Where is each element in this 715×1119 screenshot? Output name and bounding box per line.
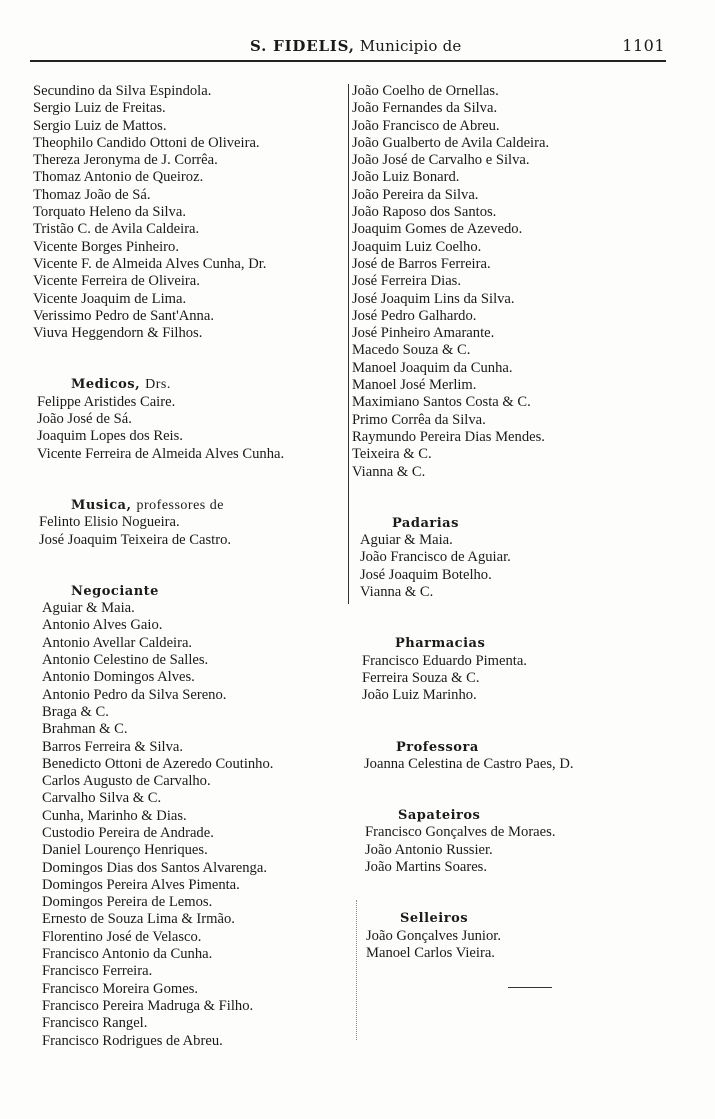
list-item: Francisco Ferreira. xyxy=(42,963,153,980)
page-number: 1101 xyxy=(622,36,665,55)
list-item: Raymundo Pereira Dias Mendes. xyxy=(352,428,545,445)
list-item: José Pinheiro Amarante. xyxy=(352,325,495,342)
list-item: João Pereira da Silva. xyxy=(352,186,479,203)
section-heading-pharmacias xyxy=(352,635,652,652)
list-item: Macedo Souza & C. xyxy=(352,342,471,359)
medicos-list xyxy=(33,394,349,463)
list-item: Manoel Carlos Vieira. xyxy=(366,944,495,961)
list-item: Domingos Pereira de Lemos. xyxy=(42,894,213,911)
list-item: João Martins Soares. xyxy=(365,858,488,875)
list-item: João Luiz Bonard. xyxy=(352,169,460,186)
heading-text: Medicos, xyxy=(71,377,141,393)
list-item: Felippe Aristides Caire. xyxy=(37,393,176,410)
list-item: Joaquim Gomes de Azevedo. xyxy=(352,221,523,238)
place-name: S. FIDELIS, xyxy=(250,37,355,55)
list-item: Francisco Rangel. xyxy=(42,1015,148,1032)
list-item: Sergio Luiz de Freitas. xyxy=(33,100,166,117)
list-item: Domingos Pereira Alves Pimenta. xyxy=(42,876,240,893)
list-item: Domingos Dias dos Santos Alvarenga. xyxy=(42,859,267,876)
list-item: Maximiano Santos Costa & C. xyxy=(352,394,531,411)
list-item: Joaquim Lopes dos Reis. xyxy=(37,428,183,445)
sapateiros-list xyxy=(352,824,652,876)
list-item: Secundino da Silva Espindola. xyxy=(33,83,212,99)
end-rule xyxy=(508,987,552,988)
list-item: João Antonio Russier. xyxy=(365,841,493,858)
header-rule xyxy=(30,60,666,62)
list-item: Antonio Pedro da Silva Sereno. xyxy=(42,686,227,703)
list-item: Ferreira Souza & C. xyxy=(362,669,480,686)
list-item: João Gonçalves Junior. xyxy=(366,927,501,944)
list-item: José Joaquim Botelho. xyxy=(360,566,492,583)
list-item: Vianna & C. xyxy=(360,584,434,601)
pharmacias-list xyxy=(352,653,652,705)
list-item: José Joaquim Teixeira de Castro. xyxy=(39,531,232,548)
heading-text: Musica, xyxy=(71,497,132,513)
list-item: Vicente Joaquim de Lima. xyxy=(33,290,187,307)
list-item: Thereza Jeronyma de J. Corrêa. xyxy=(33,152,218,169)
list-item: Thomaz João de Sá. xyxy=(33,186,151,203)
list-item: Antonio Avellar Caldeira. xyxy=(42,634,193,651)
list-item: José Ferreira Dias. xyxy=(352,273,462,290)
list-item: Francisco Pereira Madruga & Filho. xyxy=(42,997,254,1014)
section-heading-medicos xyxy=(33,376,349,393)
list-item: Primo Corrêa da Silva. xyxy=(352,411,486,428)
list-item: Francisco Rodrigues de Abreu. xyxy=(42,1032,223,1049)
list-continued xyxy=(33,83,349,342)
section-heading-sapateiros xyxy=(352,807,652,824)
list-item: João Francisco de Aguiar. xyxy=(360,549,511,566)
list-item: Brahman & C. xyxy=(42,721,128,738)
heading-text: Selleiros xyxy=(400,911,469,927)
list-item: Viuva Heggendorn & Filhos. xyxy=(33,325,203,342)
list-item: Braga & C. xyxy=(42,703,109,720)
list-item: Barros Ferreira & Silva. xyxy=(42,738,184,755)
list-item: Cunha, Marinho & Dias. xyxy=(42,807,187,824)
heading-text: Sapateiros xyxy=(398,808,481,824)
list-item: José Pedro Galhardo. xyxy=(352,307,477,324)
list-item: Daniel Lourenço Henriques. xyxy=(42,842,208,859)
list-item: João Francisco de Abreu. xyxy=(352,117,500,134)
list-item: João Luiz Marinho. xyxy=(362,687,477,704)
list-item: Joanna Celestina de Castro Paes, D. xyxy=(364,755,574,772)
list-item: Aguiar & Maia. xyxy=(42,600,135,617)
list-item: Teixeira & C. xyxy=(352,446,432,463)
padarias-list xyxy=(352,532,652,601)
heading-suffix: Drs. xyxy=(145,377,171,393)
list-item: Francisco Eduardo Pimenta. xyxy=(362,652,527,669)
list-item: Ernesto de Souza Lima & Irmão. xyxy=(42,911,235,928)
list-continued-right xyxy=(352,83,652,481)
list-item: Custodio Pereira de Andrade. xyxy=(42,824,214,841)
list-item: Sergio Luiz de Mattos. xyxy=(33,117,167,134)
negociante-list xyxy=(33,600,349,1050)
list-item: Francisco Gonçalves de Moraes. xyxy=(365,824,556,841)
left-column xyxy=(33,83,349,1050)
list-item: Florentino José de Velasco. xyxy=(42,928,202,945)
heading-text: Padarias xyxy=(392,515,459,531)
list-item: Manoel Joaquim da Cunha. xyxy=(352,359,513,376)
list-item: Vicente Ferreira de Oliveira. xyxy=(33,273,200,290)
list-item: João Gualberto de Avila Caldeira. xyxy=(352,134,550,151)
list-item: Thomaz Antonio de Queiroz. xyxy=(33,169,204,186)
list-item: Antonio Domingos Alves. xyxy=(42,669,195,686)
list-item: Antonio Celestino de Salles. xyxy=(42,652,209,669)
list-item: Vicente F. de Almeida Alves Cunha, Dr. xyxy=(33,255,267,272)
municipality-label: Municipio de xyxy=(359,37,462,55)
list-item: Tristão C. de Avila Caldeira. xyxy=(33,221,200,238)
heading-suffix: professores de xyxy=(136,497,224,513)
list-item: Benedicto Ottoni de Azeredo Coutinho. xyxy=(42,755,274,772)
section-heading-negociante xyxy=(33,583,349,600)
section-heading-musica xyxy=(33,497,349,514)
list-item: Carlos Augusto de Carvalho. xyxy=(42,773,211,790)
list-item: Vianna & C. xyxy=(352,463,426,480)
heading-text: Professora xyxy=(396,739,479,755)
section-heading-padarias xyxy=(352,515,652,532)
musica-list xyxy=(33,514,349,549)
section-heading-selleiros xyxy=(352,910,652,927)
section-heading-professora xyxy=(352,739,652,756)
list-item: José Joaquim Lins da Silva. xyxy=(352,290,515,307)
list-item: Theophilo Candido Ottoni de Oliveira. xyxy=(33,134,260,151)
list-item: Verissimo Pedro de Sant'Anna. xyxy=(33,307,214,324)
list-item: João José de Sá. xyxy=(37,411,132,428)
list-item: João Coelho de Ornellas. xyxy=(352,83,499,99)
list-item: José de Barros Ferreira. xyxy=(352,255,491,272)
list-item: Felinto Elisio Nogueira. xyxy=(39,514,180,531)
list-item: Aguiar & Maia. xyxy=(360,532,453,549)
list-item: João Fernandes da Silva. xyxy=(352,100,498,117)
heading-text: Pharmacias xyxy=(395,636,486,652)
list-item: Manoel José Merlim. xyxy=(352,377,477,394)
list-item: Joaquim Luiz Coelho. xyxy=(352,238,482,255)
list-item: Francisco Moreira Gomes. xyxy=(42,980,199,997)
professora-list xyxy=(352,756,652,773)
page-header xyxy=(0,34,715,58)
list-item: João Raposo dos Santos. xyxy=(352,204,497,221)
list-item: Torquato Heleno da Silva. xyxy=(33,204,186,221)
right-column xyxy=(352,83,652,962)
heading-text: Negociante xyxy=(71,583,159,599)
list-item: Antonio Alves Gaio. xyxy=(42,617,163,634)
list-item: Francisco Antonio da Cunha. xyxy=(42,946,213,963)
list-item: Carvalho Silva & C. xyxy=(42,790,162,807)
list-item: Vicente Ferreira de Almeida Alves Cunha. xyxy=(37,445,285,462)
selleiros-list xyxy=(352,928,652,963)
list-item: João José de Carvalho e Silva. xyxy=(352,152,530,169)
running-title xyxy=(250,37,461,55)
list-item: Vicente Borges Pinheiro. xyxy=(33,238,179,255)
